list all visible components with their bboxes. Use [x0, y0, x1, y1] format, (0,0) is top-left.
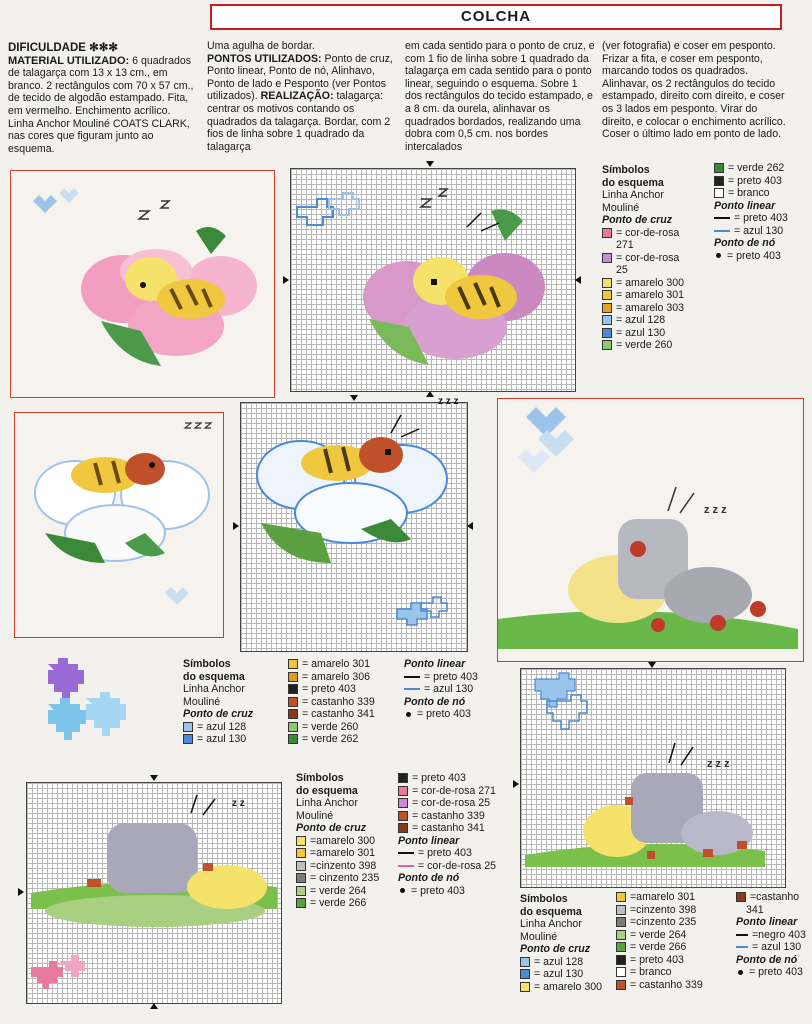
legend-text: = preto 403	[727, 249, 781, 262]
green-260-swatch	[288, 722, 298, 732]
legend-item	[616, 891, 728, 904]
legend-top	[602, 164, 702, 352]
black-403-swatch	[616, 955, 626, 965]
legend-text: =amarelo 301	[310, 847, 376, 859]
legend-text: 271	[616, 239, 634, 251]
legend-br-linear-label: Ponto linear	[736, 916, 798, 928]
legend-text: = verde 262	[302, 733, 359, 745]
legend-text: = castanho 341	[412, 822, 485, 834]
legend-text: = castanho 341	[302, 708, 375, 720]
legend-item	[602, 314, 702, 327]
legend-item	[602, 327, 702, 340]
brown-339-swatch	[616, 980, 626, 990]
legend-top-heading-2: do esquema	[602, 176, 664, 189]
green-260-swatch	[602, 340, 612, 350]
legend-br-col2	[616, 891, 728, 991]
legend-top-heading-3: Linha Anchor	[602, 189, 664, 201]
yellow-301-swatch	[296, 848, 306, 858]
legend-text: =cinzento 235	[630, 916, 697, 928]
legend-text: = cor-de-rosa 25	[418, 859, 497, 872]
intro-col-3: em cada sentido para o ponto de cruz, e com 1 fio de linha sobre 1 quadrado da talagarça em cada sentido para o ponto linear, seguindo o esquema. Sobre 1 dos rectângulos do tecido estampado, e a 8 cm. da ourela, alinhavar os quadrados bordados, realizando uma dobra com 0,5 cm. nos bordes intercalados	[405, 40, 595, 153]
embroidery-photo-sleeping-elephant	[497, 398, 804, 662]
legend-item	[736, 966, 812, 979]
legend-item	[616, 966, 728, 979]
legend-item	[602, 302, 702, 315]
legend-text: = castanho 339	[302, 695, 375, 708]
blue-line-swatch	[714, 230, 730, 232]
legend-item	[602, 339, 702, 352]
legend-text: = preto 403	[734, 212, 788, 224]
materials-label: MATERIAL UTILIZADO:	[8, 54, 130, 67]
legend-text: = preto 403	[728, 174, 782, 187]
legend-item	[602, 289, 702, 302]
yellow-301-swatch	[602, 290, 612, 300]
white-swatch	[714, 188, 724, 198]
legend-item	[520, 968, 616, 981]
legend-text: =castanho	[750, 891, 800, 903]
legend-item	[296, 860, 396, 873]
legend-item	[398, 885, 513, 898]
legend-item	[288, 721, 398, 734]
legend-item	[296, 847, 396, 860]
legend-item	[714, 212, 810, 225]
legend-text: = azul 128	[197, 720, 247, 733]
blue-line-swatch	[404, 688, 420, 690]
legend-text: = cinzento 235	[310, 872, 380, 884]
black-403-swatch	[714, 176, 724, 186]
center-marker-top	[648, 662, 656, 668]
center-marker-left	[233, 522, 239, 530]
legend-item	[616, 954, 728, 967]
legend-mid-heading-2: do esquema	[183, 670, 245, 683]
legend-text: = cor-de-rosa 271	[412, 784, 496, 797]
grey-398-swatch	[296, 861, 306, 871]
knot-dot-icon	[400, 888, 405, 893]
green-262-swatch	[714, 163, 724, 173]
legend-text: = verde 262	[728, 162, 785, 174]
legend-top-heading-1: Símbolos	[602, 164, 650, 176]
needle-line: Uma agulha de bordar.	[207, 40, 315, 52]
green-266-swatch	[616, 942, 626, 952]
legend-item	[616, 904, 728, 917]
legend-text: = azul 130	[734, 224, 784, 237]
legend-bl-heading-1: Símbolos	[296, 772, 344, 784]
embroidery-photo-bee-pink-flower	[10, 170, 275, 398]
legend-bl	[296, 772, 396, 910]
legend-item	[288, 708, 398, 721]
intro-col-2	[207, 40, 397, 153]
legend-item	[736, 941, 812, 954]
stitches-label: PONTOS UTILIZADOS:	[207, 52, 322, 65]
legend-mid-heading-4: Mouliné	[183, 695, 221, 708]
legend-item	[616, 916, 728, 929]
chart-elephant-grass	[26, 782, 282, 1004]
pink-271-swatch	[602, 228, 612, 238]
brown-341-swatch	[736, 892, 746, 902]
legend-bl-heading-4: Mouliné	[296, 809, 334, 822]
legend-top-col2	[714, 162, 810, 262]
center-marker-right	[575, 276, 581, 284]
legend-bl-col2	[398, 772, 513, 897]
black-403-swatch	[288, 684, 298, 694]
legend-item	[404, 708, 504, 721]
legend-br-cross-label: Ponto de cruz	[520, 943, 591, 955]
legend-text: = preto 403	[418, 847, 472, 859]
legend-text: = castanho 339	[412, 809, 485, 822]
legend-mid-col3	[404, 658, 504, 721]
legend-item	[398, 847, 513, 860]
legend-item	[296, 872, 396, 885]
legend-text: = preto 403	[630, 953, 684, 966]
legend-bl-heading-3: Linha Anchor	[296, 797, 358, 809]
blue-130-swatch	[602, 328, 612, 338]
legend-item	[296, 897, 396, 910]
center-marker-top	[150, 775, 158, 781]
yellow-300-swatch	[602, 278, 612, 288]
chart-elephant-grass-motif	[27, 783, 281, 1003]
legend-text: = preto 403	[411, 884, 465, 897]
knot-dot-icon	[406, 712, 411, 717]
yellow-306-swatch	[288, 672, 298, 682]
legend-text: =amarelo 301	[630, 891, 696, 903]
legend-item	[288, 696, 398, 709]
legend-br	[520, 893, 616, 993]
legend-text: =cinzento 398	[630, 903, 697, 916]
yellow-301-swatch	[616, 892, 626, 902]
legend-mid-heading-3: Linha Anchor	[183, 683, 245, 695]
page-title: COLCHA	[210, 4, 782, 30]
legend-text: = verde 266	[310, 897, 367, 909]
zz-label: z z	[232, 798, 245, 809]
blue-line-swatch	[736, 946, 748, 948]
legend-bl-heading-2: do esquema	[296, 784, 358, 797]
legend-text: = preto 403	[424, 670, 478, 683]
green-262-swatch	[288, 734, 298, 744]
legend-text: = azul 128	[616, 314, 666, 326]
legend-top-knot-label: Ponto de nó	[714, 237, 776, 249]
knot-dot-icon	[716, 253, 721, 258]
legend-text: = preto 403	[412, 772, 466, 784]
legend-text: = cor-de-rosa 25	[412, 797, 491, 809]
difficulty-label: DIFICULDADE ✻✻✻	[8, 42, 119, 54]
grey-235-swatch	[296, 873, 306, 883]
center-marker-bottom	[426, 391, 434, 397]
blue-128-swatch	[602, 315, 612, 325]
legend-text: = branco	[630, 966, 672, 978]
black-line-swatch	[736, 934, 748, 936]
legend-item	[296, 885, 396, 898]
chart-bee-white-flower-motif	[241, 403, 467, 651]
zzz-label: z z z	[438, 396, 459, 407]
legend-item	[288, 671, 398, 684]
legend-item	[616, 979, 728, 992]
legend-item	[404, 683, 504, 696]
yellow-300-swatch	[520, 982, 530, 992]
realization-label: REALIZAÇÃO:	[260, 90, 334, 103]
materials-text: 6 quadrados de talagarça com 13 x 13 cm., em branco. 2 rectângulos com 70 x 57 cm., de tecido de algodão estampado. Fita, em vermelho. Enchimento acrílico. Linha Anchor Mouliné COATS CLARK, nas cores que figuram junto ao esquema.	[8, 54, 194, 155]
bee-pink-flower-illustration	[11, 171, 274, 397]
legend-top-linear-label: Ponto linear	[714, 199, 776, 212]
hearts-chart-motif	[44, 656, 144, 760]
realization-text: talagarça: centrar os motivos contando os quadrados da talagarça. Bordar, com 2 fios de linha sobre 1 quadrado da talagarça	[207, 90, 391, 153]
legend-text: = azul 128	[534, 955, 584, 968]
legend-item	[398, 860, 513, 873]
legend-text: = amarelo 301	[302, 658, 371, 670]
legend-text: =cinzento 398	[310, 859, 377, 872]
legend-item	[520, 956, 616, 969]
legend-mid-col2	[288, 658, 398, 746]
legend-item	[288, 683, 398, 696]
legend-item	[714, 162, 810, 175]
legend-item	[183, 733, 288, 746]
legend-mid-heading-1: Símbolos	[183, 658, 231, 670]
legend-bl-linear-label: Ponto linear	[398, 834, 460, 847]
pink-271-swatch	[398, 786, 408, 796]
center-marker-top	[350, 395, 358, 401]
legend-mid	[183, 658, 288, 746]
legend-text: = verde 266	[630, 941, 687, 953]
legend-mid-cross-label: Ponto de cruz	[183, 708, 254, 720]
svg-text:z z z: z z z	[704, 504, 727, 516]
yellow-301-swatch	[288, 659, 298, 669]
chart-elephant-lemon	[520, 668, 786, 888]
legend-text: = verde 260	[302, 720, 359, 733]
legend-text: = preto 403	[417, 708, 471, 720]
legend-br-col3	[736, 891, 812, 979]
legend-text: = branco	[728, 187, 770, 199]
black-line-swatch	[714, 217, 730, 219]
legend-text: = verde 264	[310, 884, 367, 897]
legend-item	[398, 797, 513, 810]
legend-text: 25	[616, 264, 628, 276]
legend-item	[714, 250, 810, 263]
pink-25-swatch	[602, 253, 612, 263]
legend-text: = preto 403	[302, 683, 356, 695]
legend-item	[404, 671, 504, 684]
center-marker-left	[283, 276, 289, 284]
black-403-swatch	[398, 773, 408, 783]
center-marker-right	[467, 522, 473, 530]
legend-bl-cross-label: Ponto de cruz	[296, 822, 367, 834]
legend-item	[736, 891, 812, 904]
brown-341-swatch	[288, 709, 298, 719]
legend-text: = amarelo 306	[302, 670, 371, 683]
legend-text: = amarelo 300	[534, 980, 603, 993]
blue-128-swatch	[183, 722, 193, 732]
yellow-300-swatch	[296, 836, 306, 846]
legend-br-heading-4: Mouliné	[520, 930, 558, 943]
legend-bl-knot-label: Ponto de nó	[398, 872, 460, 884]
legend-top-cross-label: Ponto de cruz	[602, 214, 673, 226]
legend-mid-linear-label: Ponto linear	[404, 658, 466, 670]
legend-item	[398, 785, 513, 798]
sleeping-elephant-illustration	[498, 399, 803, 661]
legend-text: = castanho 339	[630, 978, 703, 991]
legend-text: =amarelo 300	[310, 834, 376, 847]
legend-br-knot-label: Ponto de nó	[736, 953, 798, 966]
knot-dot-icon	[738, 970, 743, 975]
white-swatch	[616, 967, 626, 977]
legend-text: = verde 264	[630, 928, 687, 941]
chart-elephant-lemon-motif	[521, 669, 785, 887]
green-264-swatch	[616, 930, 626, 940]
legend-item	[398, 772, 513, 785]
blue-130-swatch	[183, 734, 193, 744]
blue-130-swatch	[520, 969, 530, 979]
legend-text: = amarelo 301	[616, 289, 685, 301]
legend-text: 341	[746, 903, 764, 916]
chart-bee-white-flower	[240, 402, 468, 652]
legend-item	[398, 822, 513, 835]
black-line-swatch	[404, 676, 420, 678]
intro-col-4: (ver fotografia) e coser em pesponto. Frizar a fita, e coser em pesponto, marcando todos os quadrados. Alinhavar, os 2 rectângulos do tecido estampado, direito com direito, e coser os 3 lados em pesponto. Virar do direito, e colocar o enchimento acrílico. Coser o último lado em ponto de lado.	[602, 40, 786, 141]
legend-item	[520, 981, 616, 994]
legend-text: = azul 130	[424, 683, 474, 695]
center-marker-top	[426, 161, 434, 167]
intro-col-1	[8, 42, 198, 155]
legend-br-heading-1: Símbolos	[520, 893, 568, 905]
pink-25-swatch	[398, 798, 408, 808]
legend-br-heading-2: do esquema	[520, 905, 582, 918]
legend-text: = preto 403	[749, 966, 803, 978]
legend-item	[602, 252, 702, 265]
brown-339-swatch	[398, 811, 408, 821]
legend-item	[288, 733, 398, 746]
brown-339-swatch	[288, 697, 298, 707]
center-marker-bottom	[150, 1003, 158, 1009]
legend-item	[288, 658, 398, 671]
legend-text: = verde 260	[616, 339, 673, 351]
grey-398-swatch	[616, 905, 626, 915]
legend-item	[296, 835, 396, 848]
chart-bee-pink-flower-motif	[291, 169, 575, 391]
legend-text: =negro 403	[752, 928, 806, 941]
legend-text: = amarelo 303	[616, 301, 685, 314]
legend-text: = cor-de-rosa	[616, 251, 680, 264]
legend-item	[602, 227, 702, 240]
legend-text: = cor-de-rosa	[616, 226, 680, 239]
legend-text: = azul 130	[534, 968, 584, 980]
green-266-swatch	[296, 898, 306, 908]
grey-235-swatch	[616, 917, 626, 927]
bee-white-flower-illustration	[15, 413, 223, 637]
legend-item	[183, 721, 288, 734]
legend-text: = amarelo 300	[616, 276, 685, 289]
legend-br-heading-3: Linha Anchor	[520, 918, 582, 930]
legend-mid-knot-label: Ponto de nó	[404, 695, 466, 708]
blue-128-swatch	[520, 957, 530, 967]
center-marker-left	[513, 780, 519, 788]
pink-line-swatch	[398, 865, 414, 867]
legend-text: = azul 130	[752, 941, 802, 953]
black-line-swatch	[398, 852, 414, 854]
chart-bee-pink-flower	[290, 168, 576, 392]
legend-item	[714, 187, 810, 200]
yellow-303-swatch	[602, 303, 612, 313]
embroidery-photo-bee-white-flower	[14, 412, 224, 638]
legend-text: = azul 130	[616, 326, 666, 339]
legend-top-heading-4: Mouliné	[602, 201, 640, 214]
svg-text:z z z: z z z	[707, 758, 730, 770]
legend-item	[736, 929, 812, 942]
legend-item	[616, 941, 728, 954]
legend-text: = azul 130	[197, 733, 247, 745]
stitches-text: Ponto de cruz, Ponto linear, Ponto de nó, Alinhavo, Ponto de lado e Pesponto (ver Pontos utilizados).	[207, 52, 393, 103]
legend-item	[714, 175, 810, 188]
legend-item	[714, 225, 810, 238]
brown-341-swatch	[398, 823, 408, 833]
center-marker-left	[18, 888, 24, 896]
legend-item	[398, 810, 513, 823]
green-264-swatch	[296, 886, 306, 896]
legend-item	[616, 929, 728, 942]
legend-item	[602, 277, 702, 290]
